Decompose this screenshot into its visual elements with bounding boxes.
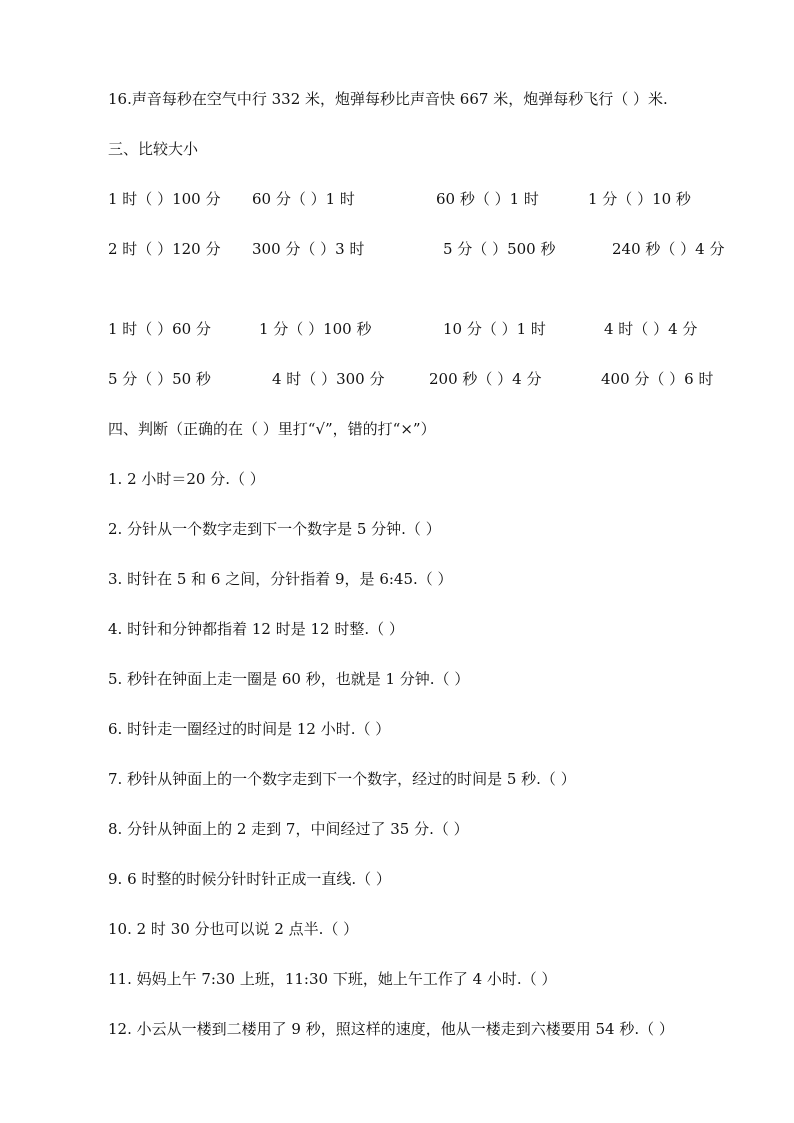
compare-item: 5 分（ ）500 秒 <box>443 240 556 258</box>
judge-item: 3. 时针在 5 和 6 之间，分针指着 9，是 6:45.（ ） <box>108 570 453 588</box>
compare-item: 5 分（ ）50 秒 <box>108 370 211 388</box>
judge-item: 5. 秒针在钟面上走一圈是 60 秒，也就是 1 分钟.（ ） <box>108 670 470 688</box>
compare-item: 1 分（ ）10 秒 <box>588 190 691 208</box>
judge-item: 9. 6 时整的时候分针时针正成一直线.（ ） <box>108 870 391 888</box>
compare-item: 1 时（ ）100 分 <box>108 190 221 208</box>
judge-item: 11. 妈妈上午 7:30 上班，11:30 下班，她上午工作了 4 小时.（ ） <box>108 970 557 988</box>
compare-item: 1 时（ ）60 分 <box>108 320 211 338</box>
section-4-title: 四、判断（正确的在（ ）里打“√”，错的打“×”） <box>108 420 436 438</box>
compare-item: 60 秒（ ）1 时 <box>436 190 539 208</box>
compare-item: 10 分（ ）1 时 <box>443 320 546 338</box>
compare-item: 200 秒（ ）4 分 <box>429 370 542 388</box>
compare-item: 1 分（ ）100 秒 <box>259 320 372 338</box>
compare-item: 4 时（ ）300 分 <box>272 370 385 388</box>
compare-item: 240 秒（ ）4 分 <box>612 240 725 258</box>
compare-item: 400 分（ ）6 时 <box>601 370 714 388</box>
compare-item: 60 分（ ）1 时 <box>252 190 355 208</box>
judge-item: 6. 时针走一圈经过的时间是 12 小时.（ ） <box>108 720 391 738</box>
section-3-title: 三、比较大小 <box>108 140 199 158</box>
judge-item: 2. 分针从一个数字走到下一个数字是 5 分钟.（ ） <box>108 520 441 538</box>
judge-item: 10. 2 时 30 分也可以说 2 点半.（ ） <box>108 920 359 938</box>
compare-item: 4 时（ ）4 分 <box>604 320 698 338</box>
judge-item: 8. 分针从钟面上的 2 走到 7，中间经过了 35 分.（ ） <box>108 820 469 838</box>
judge-item: 4. 时针和分钟都指着 12 时是 12 时整.（ ） <box>108 620 404 638</box>
compare-item: 2 时（ ）120 分 <box>108 240 221 258</box>
compare-item: 300 分（ ）3 时 <box>252 240 365 258</box>
judge-item: 7. 秒针从钟面上的一个数字走到下一个数字，经过的时间是 5 秒.（ ） <box>108 770 576 788</box>
judge-item: 1. 2 小时＝20 分.（ ） <box>108 470 265 488</box>
question-16: 16.声音每秒在空气中行 332 米，炮弹每秒比声音快 667 米，炮弹每秒飞行（ ）米. <box>108 90 668 108</box>
judge-item: 12. 小云从一楼到二楼用了 9 秒，照这样的速度，他从一楼走到六楼要用 54 秒.（ ） <box>108 1020 674 1038</box>
